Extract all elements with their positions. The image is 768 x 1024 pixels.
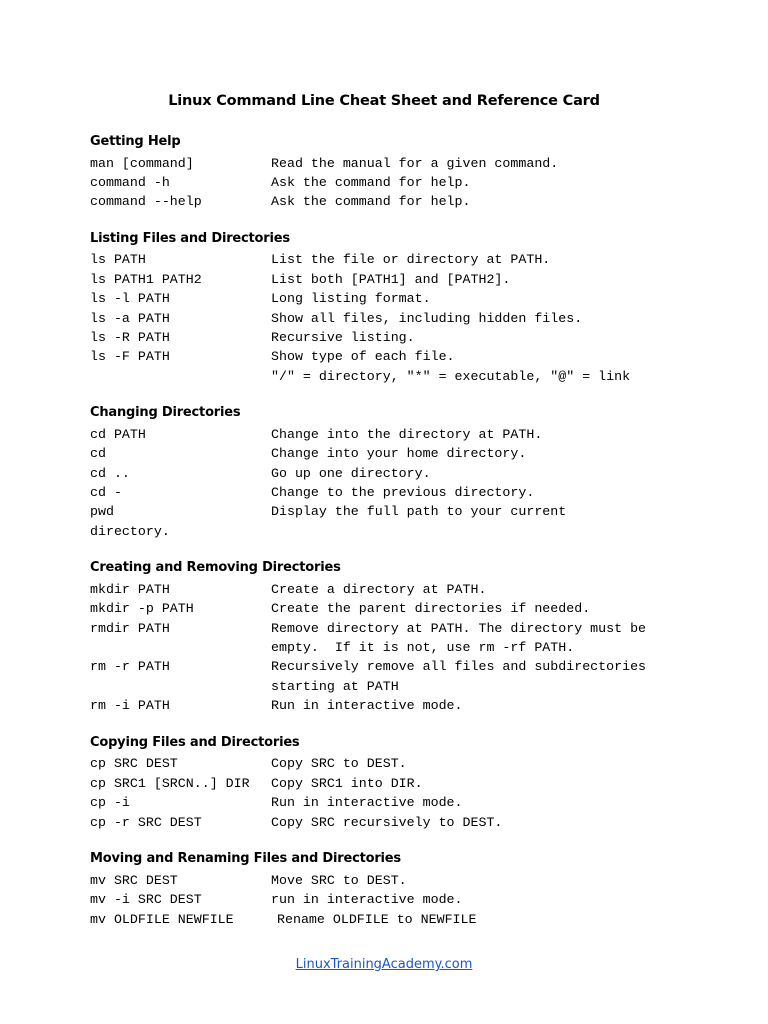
command-text: mkdir -p PATH (90, 601, 194, 616)
command-row (90, 192, 690, 211)
command-text: ls -a PATH (90, 311, 170, 326)
command-text: ls -F PATH (90, 349, 170, 364)
command-description: Copy SRC to DEST. (271, 756, 407, 771)
command-row (90, 910, 690, 929)
command-description: Remove directory at PATH. The directory must be (271, 621, 647, 636)
section-heading: Moving and Renaming Files and Directories (90, 851, 401, 866)
command-text: command -h (90, 175, 170, 190)
command-description: Long listing format. (271, 291, 431, 306)
command-row (90, 793, 690, 812)
command-description: Read the manual for a given command. (271, 156, 559, 171)
section-heading: Changing Directories (90, 405, 241, 420)
command-text: cd (90, 446, 106, 461)
command-description: Show type of each file. (271, 349, 455, 364)
command-row (90, 754, 690, 773)
command-description: Run in interactive mode. (271, 698, 463, 713)
command-description: Recursively remove all files and subdirectories (271, 659, 647, 674)
command-text: cd .. (90, 466, 130, 481)
command-description: Create the parent directories if needed. (271, 601, 591, 616)
command-description: Display the full path to your current (271, 504, 567, 519)
command-row (90, 270, 690, 289)
command-text: cd PATH (90, 427, 146, 442)
command-row (90, 367, 690, 386)
command-row (90, 173, 690, 192)
command-description: Move SRC to DEST. (271, 873, 407, 888)
section-heading: Getting Help (90, 134, 181, 149)
command-description: starting at PATH (271, 679, 399, 694)
command-row (90, 425, 690, 444)
command-description: run in interactive mode. (271, 892, 463, 907)
command-description: Ask the command for help. (271, 194, 471, 209)
command-description: empty. If it is not, use rm -rf PATH. (271, 640, 575, 655)
command-description: Copy SRC1 into DIR. (271, 776, 423, 791)
command-text: rm -r PATH (90, 659, 170, 674)
command-text: cd - (90, 485, 122, 500)
command-row (90, 250, 690, 269)
command-description: Run in interactive mode. (271, 795, 463, 810)
command-row (90, 328, 690, 347)
command-text: ls -l PATH (90, 291, 170, 306)
command-description: Recursive listing. (271, 330, 415, 345)
command-description: Rename OLDFILE to NEWFILE (277, 912, 477, 927)
command-description: List both [PATH1] and [PATH2]. (271, 272, 511, 287)
command-row (90, 677, 690, 696)
command-text: mkdir PATH (90, 582, 170, 597)
command-description: List the file or directory at PATH. (271, 252, 551, 267)
command-row (90, 871, 690, 890)
command-text: rm -i PATH (90, 698, 170, 713)
command-row (90, 464, 690, 483)
command-description: Change into your home directory. (271, 446, 527, 461)
section-heading: Listing Files and Directories (90, 231, 290, 246)
command-text: mv OLDFILE NEWFILE (90, 912, 234, 927)
command-row (90, 638, 690, 657)
command-row (90, 580, 690, 599)
command-text: pwd (90, 504, 114, 519)
command-description: Create a directory at PATH. (271, 582, 487, 597)
page-title: Linux Command Line Cheat Sheet and Reference Card (168, 93, 600, 109)
command-description: Ask the command for help. (271, 175, 471, 190)
command-row (90, 444, 690, 463)
command-row (90, 657, 690, 676)
command-row (90, 154, 690, 173)
section-heading: Copying Files and Directories (90, 735, 300, 750)
command-text: cp -i (90, 795, 130, 810)
command-text: cp SRC DEST (90, 756, 178, 771)
command-row (90, 347, 690, 366)
command-description: Change to the previous directory. (271, 485, 535, 500)
command-row (90, 696, 690, 715)
command-text: rmdir PATH (90, 621, 170, 636)
command-text: mv SRC DEST (90, 873, 178, 888)
command-text: command --help (90, 194, 202, 209)
command-row (90, 289, 690, 308)
command-row (90, 774, 690, 793)
command-text: cp SRC1 [SRCN..] DIR (90, 776, 250, 791)
command-row (90, 619, 690, 638)
command-description: "/" = directory, "*" = executable, "@" = link (271, 369, 631, 384)
command-description: Copy SRC recursively to DEST. (271, 815, 503, 830)
command-row (90, 502, 690, 521)
command-row (90, 890, 690, 909)
command-text: ls PATH (90, 252, 146, 267)
command-text: directory. (90, 524, 170, 539)
command-text: mv -i SRC DEST (90, 892, 202, 907)
command-text: cp -r SRC DEST (90, 815, 202, 830)
command-row (90, 599, 690, 618)
command-description: Go up one directory. (271, 466, 431, 481)
footer (0, 957, 768, 972)
command-row (90, 813, 690, 832)
footer-link[interactable]: LinuxTrainingAcademy.com (295, 957, 473, 972)
command-text: ls -R PATH (90, 330, 170, 345)
command-row (90, 309, 690, 328)
section-heading: Creating and Removing Directories (90, 560, 341, 575)
command-text: man [command] (90, 156, 194, 171)
command-description: Show all files, including hidden files. (271, 311, 583, 326)
command-description: Change into the directory at PATH. (271, 427, 543, 442)
command-row (90, 522, 690, 541)
command-text: ls PATH1 PATH2 (90, 272, 202, 287)
command-row (90, 483, 690, 502)
